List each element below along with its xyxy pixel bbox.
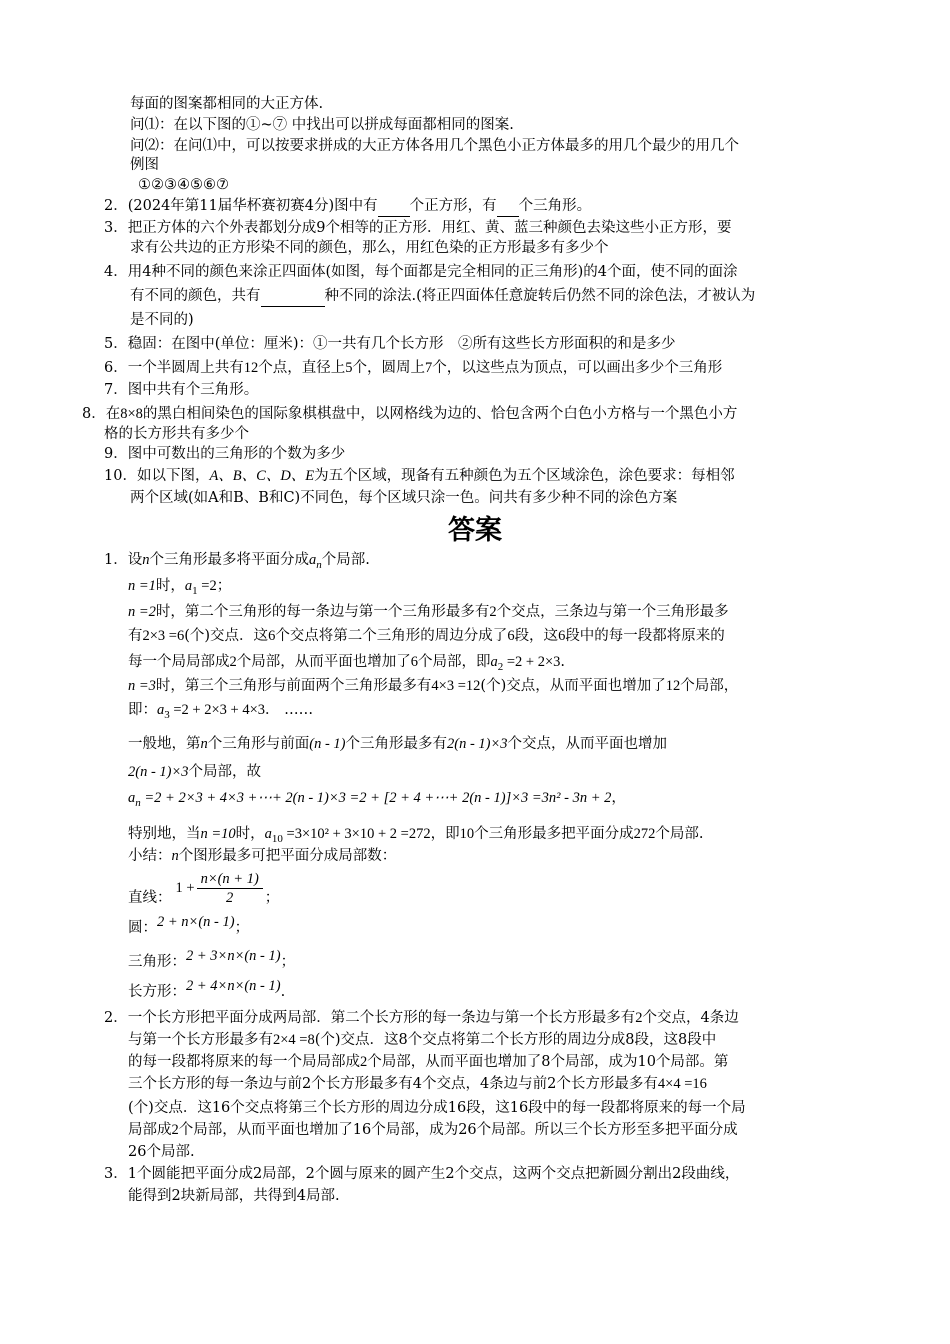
a1-summary-line: 直线：1 + $\frac{n\times(n + 1)}{2}$ ； bbox=[128, 870, 280, 906]
question-10: 10．如以下图，A、B、C、D、E为五个区域，现备有五种颜色为五个区域涂色，涂色要求：每相邻 bbox=[104, 468, 735, 484]
question-8: 8．在8×8的黑白相间染色的国际象棋棋盘中，以网格线为边的、恰包含两个白色小方格与一个黑色小方 bbox=[82, 406, 738, 422]
question-6: 6．一个半圆周上共有12个点，直径上5个，圆周上7个，以这些点为顶点，可以画出多少个三角形 bbox=[104, 360, 723, 376]
answer-2: 2．一个长方形把平面分成两局部．第二个长方形的每一条边与第一个长方形最多有2个交点，4条边 bbox=[104, 1010, 739, 1026]
question-4: 4．用4种不同的颜色来涂正四面体(如图，每个面都是完全相同的正三角形)的4个面，使不同的面涂 bbox=[104, 264, 738, 280]
a1-case-n2-cont2: 每一个局局部成2个局部，从而平面也增加了6个局部，即$a_2 =2 + 2\times 3$. bbox=[128, 654, 566, 673]
a1-special-case: 特别地，当n =10时，$a_{10} =3\times 10^2 + 3\times 10 + 2 =272$，即10个三角形最多把平面分成272个局部. bbox=[128, 826, 704, 845]
question-3-cont: 求有公共边的正方形染不同的颜色，那么，用红色染的正方形最多有多少个 bbox=[130, 240, 609, 256]
a1-case-n2-cont: 有2×3 =6(个)交点．这6个交点将第二个三角形的周边分成了6段，这6段中的每一段都将原来的 bbox=[128, 628, 725, 644]
answer-2-l7: 26个局部. bbox=[128, 1144, 195, 1160]
question-9: 9．图中可数出的三角形的个数为多少 bbox=[104, 446, 346, 462]
q4-blank bbox=[261, 286, 325, 307]
a1-formula: $a_n =2 + 2\times 3 + 4\times 3$ +⋯+ 2(n - 1)×3 =2 + [2 + 4 +⋯+ 2(n - 1)]×3 =3n² - 3n + 2， bbox=[128, 790, 626, 809]
q1-example-label: 例图 bbox=[130, 157, 159, 173]
q1-continuation: 每面的图案都相同的大正方体. bbox=[130, 96, 324, 112]
q2-blank-2 bbox=[497, 196, 519, 217]
q1-ask1: 问⑴：在以下图的①~⑦ 中找出可以拼成每面都相同的图案. bbox=[130, 117, 514, 133]
a1-summary-rectangle: 长方形：2 + 4×n×(n - 1). bbox=[128, 978, 286, 1000]
a1-case-n3-cont: 即：$a_3 =2 + 2\times 3 + 4\times 3$． …… bbox=[128, 702, 314, 721]
answer-1: 1．设n个三角形最多将平面分成$a_n$个局部. bbox=[104, 552, 370, 571]
answer-2-l5: (个)交点．这16个交点将第三个长方形的周边分成16段，这16段中的每一段都将原来的每一个局 bbox=[128, 1100, 746, 1116]
a1-case-n2: n =2时，第二个三角形的每一条边与第一个三角形最多有2个交点，三条边与第一个三角形最多 bbox=[128, 604, 729, 620]
question-2: 2．(2024年第11届华杯赛初赛4分)图中有 个正方形，有 个三角形。 bbox=[104, 196, 591, 217]
a1-general: 一般地，第n个三角形与前面(n - 1)个三角形最多有2(n - 1)×3个交点，从而平面也增加 bbox=[128, 736, 668, 752]
question-4-cont2: 是不同的) bbox=[130, 312, 194, 328]
answer-2-l4: 三个长方形的每一条边与前2个长方形最多有4个交点，4条边与前2个长方形最多有4×4 =16 bbox=[128, 1076, 707, 1092]
q2-blank-1 bbox=[378, 196, 410, 217]
answer-title: 答案 bbox=[448, 515, 502, 546]
question-7: 7．图中共有个三角形。 bbox=[104, 382, 259, 398]
question-8-cont: 格的长方形共有多少个 bbox=[104, 426, 249, 442]
question-3: 3．把正方体的六个外表都划分成9个相等的正方形．用红、黄、蓝三种颜色去染这些小正方形，要 bbox=[104, 220, 732, 236]
a1-summary-triangle: 三角形：2 + 3×n×(n - 1)； bbox=[128, 948, 296, 970]
a1-summary-circle: 圆：2 + n×(n - 1)； bbox=[128, 914, 250, 936]
a1-summary: 小结：n个图形最多可把平面分成局部数： bbox=[128, 848, 397, 864]
a1-case-n3: n =3时，第三个三角形与前面两个三角形最多有4×3 =12(个)交点，从而平面也增加了12个局部， bbox=[128, 678, 739, 694]
answer-2-l2: 与第一个长方形最多有2×4 =8(个)交点．这8个交点将第二个长方形的周边分成8段，这8段中 bbox=[128, 1032, 717, 1048]
answer-3-l2: 能得到2块新局部，共得到4局部. bbox=[128, 1188, 340, 1204]
answer-2-l6: 局部成2个局部，从而平面也增加了16个局部，成为26个局部。所以三个长方形至多把平面分成 bbox=[128, 1122, 738, 1138]
answer-2-l3: 的每一段都将原来的每一个局局部成2个局部，从而平面也增加了8个局部，成为10个局部。第 bbox=[128, 1054, 729, 1070]
q1-circled-numbers: ①②③④⑤⑥⑦ bbox=[138, 177, 229, 193]
a1-general-cont: 2(n - 1)×3个局部，故 bbox=[128, 764, 262, 780]
question-4-cont: 有不同的颜色，共有 种不同的涂法.(将正四面体任意旋转后仍然不同的涂色法，才被认为 bbox=[130, 286, 755, 307]
q1-ask2: 问⑵：在问⑴中，可以按要求拼成的大正方体各用几个黑色小正方体最多的用几个最少的用几个 bbox=[130, 138, 739, 154]
a1-case-n1: n =1时，$a_1 =2$； bbox=[128, 578, 232, 597]
answer-3: 3．1个圆能把平面分成2局部，2个圆与原来的圆产生2个交点，这两个交点把新圆分割出2段曲线， bbox=[104, 1166, 740, 1182]
question-10-cont: 两个区域(如A和B、B和C)不同色，每个区域只涂一色。问共有多少种不同的涂色方案 bbox=[130, 490, 678, 506]
question-5: 5．稳固：在图中(单位：厘米)：①一共有几个长方形 ②所有这些长方形面积的和是多少 bbox=[104, 336, 676, 352]
line-fraction: $\frac{n\times(n + 1)}{2}$ bbox=[197, 871, 263, 906]
